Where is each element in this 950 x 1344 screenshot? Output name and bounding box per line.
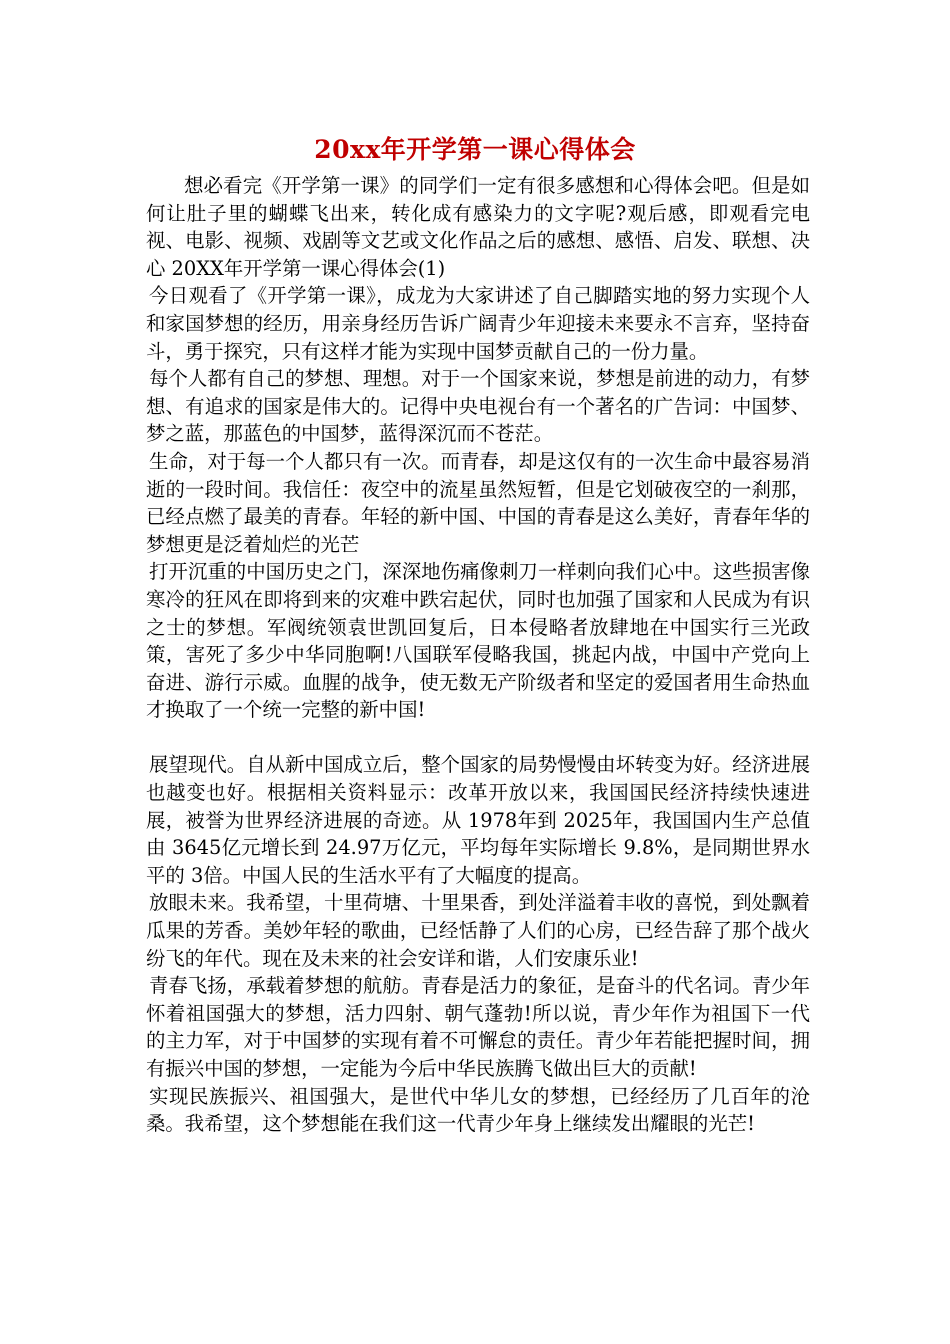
paragraph-8: 青春飞扬，承载着梦想的航舫。青春是活力的象征，是奋斗的代名词。青少年怀着祖国强大的梦想，活力四射、朝气蓬勃!所以说，青少年作为祖国下一代的主力军，对于中国梦的实现有着不可懈怠的责任。青少年若能把握时间，拥有振兴中国的梦想，一定能为今后中华民族腾飞做出巨大的贡献! bbox=[146, 974, 810, 1080]
paragraph-intro: 想必看完《开学第一课》的同学们一定有很多感想和心得体会吧。但是如何让肚子里的蝴蝶飞出来，转化成有感染力的文字呢?观后感，即观看完电视、电影、视频、戏剧等文艺或文化作品之后的感想、感悟、启发、联想、决心 20XX年开学第一课心得体会(1) bbox=[146, 174, 810, 280]
paragraph-5: 打开沉重的中国历史之门，深深地伤痛像刺刀一样刺向我们心中。这些损害像寒冷的狂风在即将到来的灾难中跌宕起伏，同时也加强了国家和人民成为有识之士的梦想。军阀统领袁世凯回复后，日本侵略者放肆地在中国实行三光政策，害死了多少中华同胞啊!八国联军侵略我国，挑起内战，中国中产党向上奋进、游行示威。血腥的战争，使无数无产阶级者和坚定的爱国者用生命热血才换取了一个统一完整的新中国! bbox=[146, 560, 810, 722]
paragraph-7: 放眼未来。我希望，十里荷塘、十里果香，到处洋溢着丰收的喜悦，到处飘着瓜果的芳香。美妙年轻的歌曲，已经恬静了人们的心房，已经告辞了那个战火纷飞的年代。现在及未来的社会安详和谐，人们安康乐业! bbox=[146, 891, 810, 970]
paragraph-2: 今日观看了《开学第一课》，成龙为大家讲述了自己脚踏实地的努力实现个人和家国梦想的经历，用亲身经历告诉广阔青少年迎接未来要永不言弃，坚持奋斗，勇于探究，只有这样才能为实现中国梦贡献自己的一份力量。 bbox=[146, 284, 810, 363]
paragraph-3: 每个人都有自己的梦想、理想。对于一个国家来说，梦想是前进的动力，有梦想、有追求的国家是伟大的。记得中央电视台有一个著名的广告词：中国梦、梦之蓝，那蓝色的中国梦，蓝得深沉而不苍茫。 bbox=[146, 367, 810, 446]
blank-line bbox=[146, 724, 810, 752]
document-title: 20xx年开学第一课心得体会 bbox=[314, 135, 636, 164]
paragraph-9: 实现民族振兴、祖国强大，是世代中华儿女的梦想，已经经历了几百年的沧桑。我希望，这个梦想能在我们这一代青少年身上继续发出耀眼的光芒! bbox=[146, 1084, 810, 1136]
document-body bbox=[146, 172, 810, 1138]
paragraph-6: 展望现代。自从新中国成立后，整个国家的局势慢慢由坏转变为好。经济进展也越变也好。根据相关资料显示：改革开放以来，我国国民经济持续快速进展，被誉为世界经济进展的奇迹。从 1978年到 2025年，我国国内生产总值由 3645亿元增长到 24.97万亿元，平均每年实际增长 9.8%，是同期世界水平的 3倍。中国人民的生活水平有了大幅度的提高。 bbox=[146, 753, 810, 887]
paragraph-4: 生命，对于每一个人都只有一次。而青春，却是这仅有的一次生命中最容易消逝的一段时间。我信任：夜空中的流星虽然短暂，但是它划破夜空的一刹那，已经点燃了最美的青春。年轻的新中国、中国的青春是这么美好，青春年华的梦想更是泛着灿烂的光芒 bbox=[146, 449, 810, 556]
